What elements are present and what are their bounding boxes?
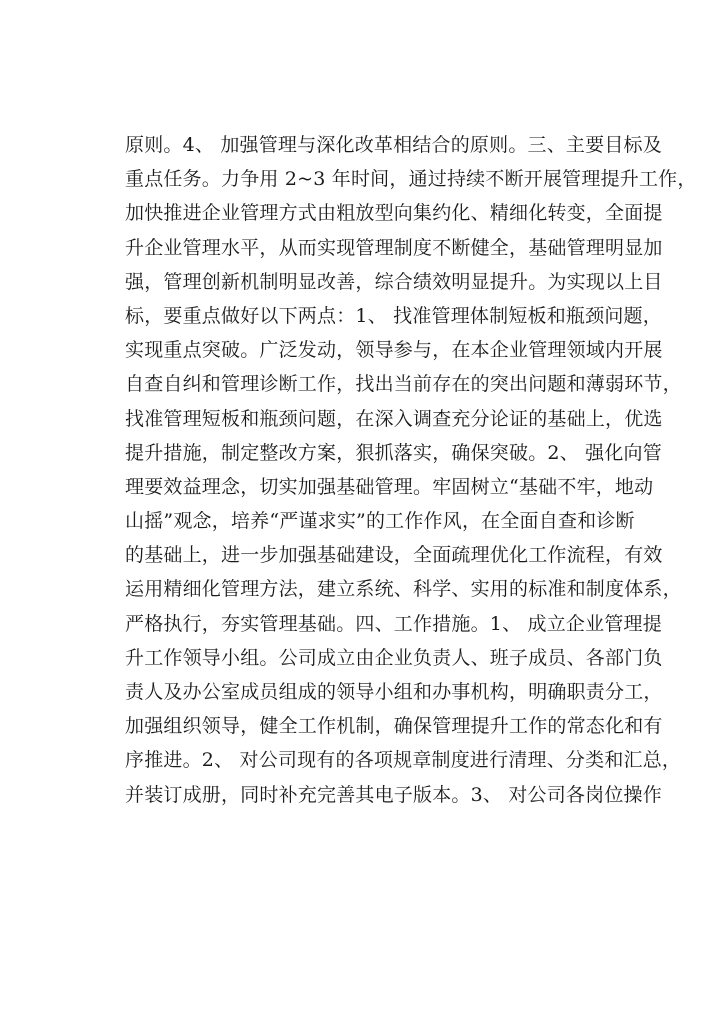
text-line: 严格执行，夯实管理基础。四、工作措施。1、 成立企业管理提: [125, 612, 662, 635]
text-line: 找准管理短板和瓶颈问题，在深入调查充分论证的基础上，优选: [125, 407, 663, 430]
text-line: 提升措施，制定整改方案，狠抓落实，确保突破。2、 强化向管: [125, 441, 662, 464]
text-line: 并装订成册，同时补充完善其电子版本。3、 对公司各岗位操作: [125, 783, 662, 806]
text-line: 重点任务。力争用 2~3 年时间，通过持续不断开展管理提升工作，: [125, 168, 697, 191]
text-line: 责人及办公室成员组成的领导小组和办事机构，明确职责分工，: [125, 681, 663, 703]
text-line: 山摇”观念，培养“严谨求实”的工作作风，在全面自查和诊断: [125, 510, 635, 533]
text-line: 自查自纠和管理诊断工作，找出当前存在的突出问题和薄弱环节，: [125, 373, 682, 396]
text-line: 加快推进企业管理方式由粗放型向集约化、精细化转变，全面提: [125, 202, 663, 225]
text-line: 运用精细化管理方法，建立系统、科学、实用的标准和制度体系，: [125, 578, 682, 601]
text-line: 升工作领导小组。公司成立由企业负责人、班子成员、各部门负: [125, 646, 663, 669]
text-line: 实现重点突破。广泛发动，领导参与，在本企业管理领域内开展: [125, 339, 663, 362]
text-line: 原则。4、 加强管理与深化改革相结合的原则。三、主要目标及: [125, 134, 662, 156]
text-line: 的基础上，进一步加强基础建设，全面疏理优化工作流程，有效: [125, 544, 663, 567]
text-line: 序推进。2、 对公司现有的各项规章制度进行清理、分类和汇总，: [125, 749, 682, 772]
text-line: 强，管理创新机制明显改善，综合绩效明显提升。为实现以上目: [125, 270, 663, 293]
body-text: [125, 128, 697, 812]
text-line: 标，要重点做好以下两点：1、 找准管理体制短板和瓶颈问题，: [125, 304, 662, 327]
text-line: 升企业管理水平，从而实现管理制度不断健全，基础管理明显加: [125, 236, 663, 259]
text-line: 加强组织领导，健全工作机制，确保管理提升工作的常态化和有: [125, 715, 663, 738]
text-line: 理要效益理念，切实加强基础管理。牢固树立“基础不牢，地动: [125, 475, 654, 498]
